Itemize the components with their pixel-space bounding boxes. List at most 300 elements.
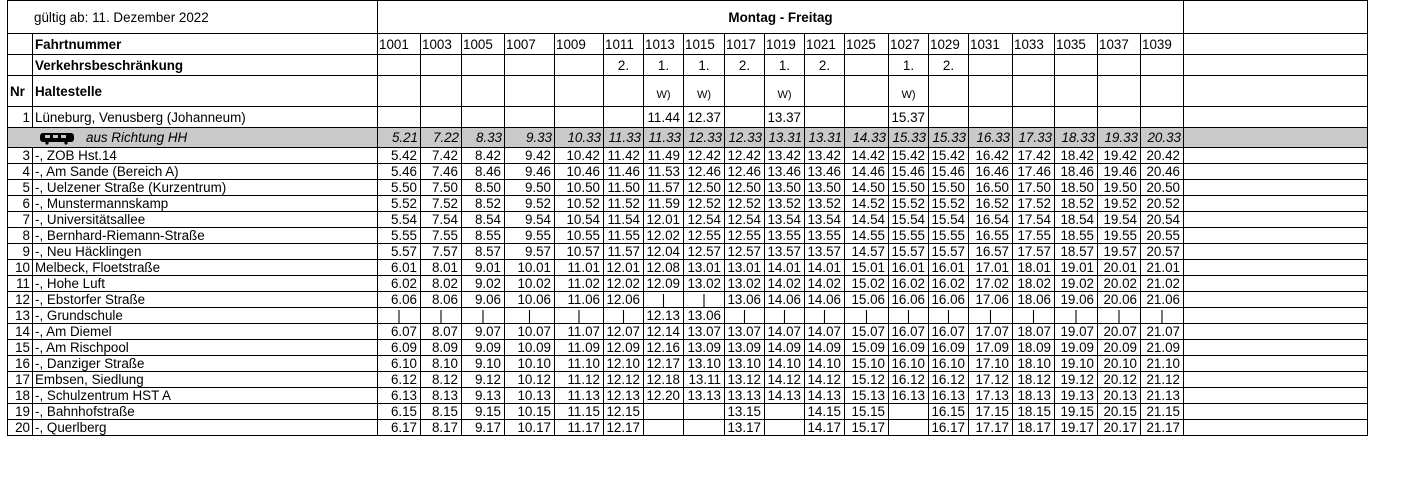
no-stop-marker: | xyxy=(889,308,929,324)
halt-note-cell xyxy=(1055,76,1098,107)
departure-time xyxy=(644,420,684,436)
spacer-cell xyxy=(1184,372,1368,388)
departure-time: 13.17 xyxy=(725,420,765,436)
validity-row xyxy=(8,1,1368,34)
departure-time: 13.46 xyxy=(805,164,845,180)
departure-time: 12.13 xyxy=(604,388,644,404)
departure-time: 15.50 xyxy=(889,180,929,196)
spacer-cell xyxy=(1184,388,1368,404)
no-stop-marker: | xyxy=(1013,308,1055,324)
departure-time: 11.42 xyxy=(604,148,644,164)
departure-time: 8.52 xyxy=(462,196,505,212)
departure-time: 18.55 xyxy=(1055,228,1098,244)
stop-header-row xyxy=(8,76,1368,107)
departure-time: 16.50 xyxy=(969,180,1013,196)
departure-time: 21.07 xyxy=(1141,324,1184,340)
spacer-cell xyxy=(1184,292,1368,308)
departure-time: 13.15 xyxy=(725,404,765,420)
departure-time: 13.52 xyxy=(765,196,805,212)
departure-time: 19.01 xyxy=(1055,260,1098,276)
departure-time: 11.09 xyxy=(555,340,604,356)
halt-note: W) xyxy=(656,88,671,101)
departure-time: 19.15 xyxy=(1055,404,1098,420)
departure-time: 8.15 xyxy=(421,404,462,420)
departure-time: 14.06 xyxy=(805,292,845,308)
no-stop-marker: | xyxy=(725,308,765,324)
nr-header: Nr xyxy=(8,76,33,107)
trip-number: 1033 xyxy=(1013,34,1055,55)
departure-time: 8.46 xyxy=(462,164,505,180)
spacer-cell xyxy=(1184,1,1368,34)
departure-time: 15.55 xyxy=(929,228,969,244)
departure-time: 14.09 xyxy=(765,340,805,356)
departure-time: 12.12 xyxy=(604,372,644,388)
departure-time: 12.06 xyxy=(604,292,644,308)
departure-time: 7.50 xyxy=(421,180,462,196)
departure-time: 12.18 xyxy=(644,372,684,388)
departure-time: 18.06 xyxy=(1013,292,1055,308)
departure-time: 13.46 xyxy=(765,164,805,180)
departure-time: 15.57 xyxy=(889,244,929,260)
departure-time: 12.09 xyxy=(604,340,644,356)
stop-name: -, Uelzener Straße (Kurzentrum) xyxy=(33,180,378,196)
departure-time: 16.07 xyxy=(929,324,969,340)
departure-time: 6.13 xyxy=(378,388,421,404)
departure-time: 21.01 xyxy=(1141,260,1184,276)
halt-note-cell xyxy=(725,76,765,107)
departure-time: 20.07 xyxy=(1098,324,1141,340)
stop-row xyxy=(8,388,1368,404)
no-stop-marker: | xyxy=(1141,308,1184,324)
stop-nr: 14 xyxy=(8,324,33,340)
departure-time: 9.12 xyxy=(462,372,505,388)
departure-time: 8.17 xyxy=(421,420,462,436)
departure-time: 14.12 xyxy=(765,372,805,388)
stop-name: -, Querlberg xyxy=(33,420,378,436)
departure-time: 11.06 xyxy=(555,292,604,308)
origin-time: 17.33 xyxy=(1013,128,1055,148)
departure-time: 15.15 xyxy=(845,404,889,420)
departure-time: 12.02 xyxy=(604,276,644,292)
departure-time: 14.01 xyxy=(805,260,845,276)
trip-number: 1037 xyxy=(1098,34,1141,55)
trip-number: 1021 xyxy=(805,34,845,55)
trip-number: 1029 xyxy=(929,34,969,55)
departure-time xyxy=(889,404,929,420)
halt-note-cell xyxy=(684,76,725,107)
departure-time: 17.10 xyxy=(969,356,1013,372)
spacer-cell xyxy=(1184,34,1368,55)
departure-time: 12.37 xyxy=(684,107,725,128)
departure-time: 7.54 xyxy=(421,212,462,228)
departure-time: 10.01 xyxy=(505,260,555,276)
departure-time: 13.57 xyxy=(805,244,845,260)
departure-time: 18.12 xyxy=(1013,372,1055,388)
departure-time: 9.50 xyxy=(505,180,555,196)
departure-time: 15.37 xyxy=(889,107,929,128)
departure-time: 12.42 xyxy=(684,148,725,164)
stop-name: -, Am Diemel xyxy=(33,324,378,340)
departure-time: 17.02 xyxy=(969,276,1013,292)
departure-time: 13.55 xyxy=(765,228,805,244)
stop-name: -, Grundschule xyxy=(33,308,378,324)
no-stop-marker: | xyxy=(505,308,555,324)
origin-time: 15.33 xyxy=(889,128,929,148)
restriction-cell xyxy=(1013,55,1055,76)
departure-time: 17.17 xyxy=(969,420,1013,436)
departure-time: 15.54 xyxy=(889,212,929,228)
departure-time xyxy=(421,107,462,128)
no-stop-marker: | xyxy=(765,308,805,324)
no-stop-marker: | xyxy=(1055,308,1098,324)
departure-time xyxy=(929,107,969,128)
departure-time: 17.54 xyxy=(1013,212,1055,228)
trip-number: 1019 xyxy=(765,34,805,55)
departure-time: 14.17 xyxy=(805,420,845,436)
no-stop-marker: | xyxy=(929,308,969,324)
departure-time: 12.01 xyxy=(644,212,684,228)
departure-time: 18.02 xyxy=(1013,276,1055,292)
departure-time: 17.06 xyxy=(969,292,1013,308)
no-stop-marker: | xyxy=(421,308,462,324)
origin-time: 20.33 xyxy=(1141,128,1184,148)
stop-row xyxy=(8,340,1368,356)
restriction-cell xyxy=(1055,55,1098,76)
departure-time: 8.06 xyxy=(421,292,462,308)
stop-row xyxy=(8,148,1368,164)
departure-time: 14.02 xyxy=(805,276,845,292)
departure-time: 17.57 xyxy=(1013,244,1055,260)
departure-time xyxy=(462,107,505,128)
departure-time: 20.12 xyxy=(1098,372,1141,388)
trip-number: 1001 xyxy=(378,34,421,55)
spacer-cell xyxy=(1184,276,1368,292)
stop-name: -, Am Sande (Bereich A) xyxy=(33,164,378,180)
departure-time: 14.09 xyxy=(805,340,845,356)
departure-time: 17.42 xyxy=(1013,148,1055,164)
departure-time: 21.10 xyxy=(1141,356,1184,372)
departure-time: 12.08 xyxy=(644,260,684,276)
no-stop-marker: | xyxy=(378,308,421,324)
halt-note-cell xyxy=(604,76,644,107)
restriction-cell: 1. xyxy=(765,55,805,76)
departure-time: 18.42 xyxy=(1055,148,1098,164)
stop-row xyxy=(8,324,1368,340)
departure-time: 11.49 xyxy=(644,148,684,164)
departure-time: 11.01 xyxy=(555,260,604,276)
departure-time: 6.15 xyxy=(378,404,421,420)
departure-time: 16.12 xyxy=(889,372,929,388)
departure-time: 9.06 xyxy=(462,292,505,308)
departure-time xyxy=(505,107,555,128)
departure-time: 10.15 xyxy=(505,404,555,420)
departure-time: 13.07 xyxy=(684,324,725,340)
departure-time: 18.09 xyxy=(1013,340,1055,356)
departure-time: 11.50 xyxy=(604,180,644,196)
departure-time xyxy=(378,107,421,128)
departure-time: 17.46 xyxy=(1013,164,1055,180)
trip-number: 1005 xyxy=(462,34,505,55)
departure-time: 13.09 xyxy=(725,340,765,356)
departure-time: 12.13 xyxy=(644,308,684,324)
departure-time: 12.46 xyxy=(684,164,725,180)
departure-time: 21.13 xyxy=(1141,388,1184,404)
departure-time: 20.50 xyxy=(1141,180,1184,196)
departure-time: 14.57 xyxy=(845,244,889,260)
departure-time: 20.55 xyxy=(1141,228,1184,244)
departure-time: 14.10 xyxy=(765,356,805,372)
departure-time: 15.50 xyxy=(929,180,969,196)
stop-name: -, Bernhard-Riemann-Straße xyxy=(33,228,378,244)
origin-time: 10.33 xyxy=(555,128,604,148)
stop-name: -, Am Rischpool xyxy=(33,340,378,356)
departure-time: 20.10 xyxy=(1098,356,1141,372)
departure-time: 8.57 xyxy=(462,244,505,260)
departure-time: 15.12 xyxy=(845,372,889,388)
departure-time: 5.46 xyxy=(378,164,421,180)
departure-time: 11.17 xyxy=(555,420,604,436)
departure-time: 18.46 xyxy=(1055,164,1098,180)
trip-number: 1007 xyxy=(505,34,555,55)
departure-time: 19.12 xyxy=(1055,372,1098,388)
departure-time: 11.52 xyxy=(604,196,644,212)
departure-time xyxy=(1055,107,1098,128)
departure-time: 13.01 xyxy=(684,260,725,276)
departure-time: 6.12 xyxy=(378,372,421,388)
departure-time: 20.52 xyxy=(1141,196,1184,212)
stop-row xyxy=(8,372,1368,388)
departure-time: 18.10 xyxy=(1013,356,1055,372)
departure-time: 10.57 xyxy=(555,244,604,260)
origin-time: 13.31 xyxy=(765,128,805,148)
departure-time: 14.02 xyxy=(765,276,805,292)
departure-time: 16.06 xyxy=(929,292,969,308)
departure-time: 14.54 xyxy=(845,212,889,228)
departure-time: 16.02 xyxy=(929,276,969,292)
departure-time: 15.09 xyxy=(845,340,889,356)
stop-row xyxy=(8,276,1368,292)
origin-time: 8.33 xyxy=(462,128,505,148)
departure-time: 10.07 xyxy=(505,324,555,340)
spacer-cell xyxy=(1184,55,1368,76)
no-stop-marker: | xyxy=(462,308,505,324)
restriction-cell xyxy=(555,55,604,76)
days-title: Montag - Freitag xyxy=(378,1,1184,34)
departure-time: 8.50 xyxy=(462,180,505,196)
halt-note-cell xyxy=(1141,76,1184,107)
departure-time: 21.12 xyxy=(1141,372,1184,388)
departure-time: 15.52 xyxy=(889,196,929,212)
departure-time: 19.07 xyxy=(1055,324,1098,340)
departure-time: 13.09 xyxy=(684,340,725,356)
train-icon xyxy=(38,131,78,145)
origin-time: 11.33 xyxy=(604,128,644,148)
trip-number-row xyxy=(8,34,1368,55)
departure-time: 11.54 xyxy=(604,212,644,228)
stop-nr: 4 xyxy=(8,164,33,180)
departure-time: 11.15 xyxy=(555,404,604,420)
departure-time: 20.13 xyxy=(1098,388,1141,404)
halt-note-cell xyxy=(1098,76,1141,107)
no-stop-marker: | xyxy=(644,292,684,308)
departure-time: 13.52 xyxy=(805,196,845,212)
departure-time: 6.06 xyxy=(378,292,421,308)
departure-time: 12.52 xyxy=(725,196,765,212)
departure-time: 5.54 xyxy=(378,212,421,228)
departure-time: 13.13 xyxy=(725,388,765,404)
departure-time: 9.10 xyxy=(462,356,505,372)
stop-row xyxy=(8,212,1368,228)
departure-time: 10.52 xyxy=(555,196,604,212)
departure-time: 19.52 xyxy=(1098,196,1141,212)
halt-note-cell xyxy=(765,76,805,107)
departure-time: 18.50 xyxy=(1055,180,1098,196)
departure-time: 13.06 xyxy=(684,308,725,324)
departure-time: 9.54 xyxy=(505,212,555,228)
departure-time: 5.55 xyxy=(378,228,421,244)
departure-time: 12.04 xyxy=(644,244,684,260)
departure-time: 16.15 xyxy=(929,404,969,420)
departure-time: 12.02 xyxy=(644,228,684,244)
departure-time: 12.50 xyxy=(684,180,725,196)
departure-time: 10.50 xyxy=(555,180,604,196)
stop-row xyxy=(8,164,1368,180)
departure-time: 9.07 xyxy=(462,324,505,340)
origin-time: 16.33 xyxy=(969,128,1013,148)
departure-time: 16.46 xyxy=(969,164,1013,180)
departure-time: 21.06 xyxy=(1141,292,1184,308)
departure-time: 13.37 xyxy=(765,107,805,128)
departure-time xyxy=(1141,107,1184,128)
spacer-cell xyxy=(1184,228,1368,244)
departure-time xyxy=(805,107,845,128)
departure-time xyxy=(725,107,765,128)
departure-time: 9.17 xyxy=(462,420,505,436)
departure-time: 15.57 xyxy=(929,244,969,260)
departure-time xyxy=(765,404,805,420)
trip-number: 1011 xyxy=(604,34,644,55)
restriction-cell: 1. xyxy=(889,55,929,76)
departure-time: 18.17 xyxy=(1013,420,1055,436)
stop-name: -, Hohe Luft xyxy=(33,276,378,292)
departure-time: 13.07 xyxy=(725,324,765,340)
departure-time: 12.20 xyxy=(644,388,684,404)
departure-time: 20.06 xyxy=(1098,292,1141,308)
spacer-cell xyxy=(1184,420,1368,436)
stop-nr: 11 xyxy=(8,276,33,292)
origin-time: 12.33 xyxy=(725,128,765,148)
departure-time: 16.57 xyxy=(969,244,1013,260)
departure-time: 16.01 xyxy=(929,260,969,276)
departure-time: 16.09 xyxy=(889,340,929,356)
stop-name: -, Danziger Straße xyxy=(33,356,378,372)
nr-header-blank xyxy=(8,55,33,76)
restriction-row xyxy=(8,55,1368,76)
stop-nr: 20 xyxy=(8,420,33,436)
departure-time: 10.54 xyxy=(555,212,604,228)
stop-nr: 13 xyxy=(8,308,33,324)
no-stop-marker: | xyxy=(805,308,845,324)
departure-time: 15.01 xyxy=(845,260,889,276)
departure-time: 5.50 xyxy=(378,180,421,196)
departure-time: 21.17 xyxy=(1141,420,1184,436)
departure-time: 10.13 xyxy=(505,388,555,404)
departure-time: 11.02 xyxy=(555,276,604,292)
departure-time: 17.15 xyxy=(969,404,1013,420)
departure-time: 12.14 xyxy=(644,324,684,340)
stop-name: Lüneburg, Venusberg (Johanneum) xyxy=(33,107,378,128)
halt-note-cell xyxy=(462,76,505,107)
departure-time: 10.55 xyxy=(555,228,604,244)
departure-time: 13.42 xyxy=(765,148,805,164)
halt-note-cell xyxy=(969,76,1013,107)
departure-time: 10.46 xyxy=(555,164,604,180)
departure-time: 11.44 xyxy=(644,107,684,128)
departure-time: 16.09 xyxy=(929,340,969,356)
departure-time xyxy=(684,420,725,436)
departure-time: 14.46 xyxy=(845,164,889,180)
trip-number: 1039 xyxy=(1141,34,1184,55)
stop-nr: 18 xyxy=(8,388,33,404)
trip-number: 1009 xyxy=(555,34,604,55)
stop-nr: 6 xyxy=(8,196,33,212)
stop-row xyxy=(8,107,1368,128)
departure-time: 12.10 xyxy=(604,356,644,372)
departure-time: 19.54 xyxy=(1098,212,1141,228)
no-stop-marker: | xyxy=(845,308,889,324)
departure-time: 18.07 xyxy=(1013,324,1055,340)
departure-time: 15.42 xyxy=(929,148,969,164)
departure-time: 14.12 xyxy=(805,372,845,388)
restriction-cell xyxy=(1141,55,1184,76)
trip-number-label: Fahrtnummer xyxy=(33,34,378,55)
departure-time: 12.09 xyxy=(644,276,684,292)
halt-note-cell xyxy=(929,76,969,107)
departure-time xyxy=(555,107,604,128)
departure-time: 12.54 xyxy=(684,212,725,228)
spacer-cell xyxy=(1184,356,1368,372)
departure-time: 13.55 xyxy=(805,228,845,244)
departure-time: 13.12 xyxy=(725,372,765,388)
spacer-cell xyxy=(1184,148,1368,164)
stop-row xyxy=(8,292,1368,308)
departure-time: 10.09 xyxy=(505,340,555,356)
origin-time: 14.33 xyxy=(845,128,889,148)
departure-time: 11.57 xyxy=(644,180,684,196)
departure-time: 20.01 xyxy=(1098,260,1141,276)
origin-time: 9.33 xyxy=(505,128,555,148)
origin-label-cell xyxy=(8,128,378,148)
departure-time: 15.46 xyxy=(929,164,969,180)
departure-time: 20.57 xyxy=(1141,244,1184,260)
no-stop-marker: | xyxy=(1098,308,1141,324)
departure-time: 12.55 xyxy=(725,228,765,244)
departure-time: 15.13 xyxy=(845,388,889,404)
departure-time: 9.46 xyxy=(505,164,555,180)
departure-time: 8.10 xyxy=(421,356,462,372)
departure-time: 16.02 xyxy=(889,276,929,292)
departure-time: 9.55 xyxy=(505,228,555,244)
stop-nr: 17 xyxy=(8,372,33,388)
departure-time: 12.57 xyxy=(684,244,725,260)
departure-time: 17.12 xyxy=(969,372,1013,388)
origin-time: 15.33 xyxy=(929,128,969,148)
departure-time: 8.09 xyxy=(421,340,462,356)
departure-time: 11.07 xyxy=(555,324,604,340)
stop-nr: 15 xyxy=(8,340,33,356)
departure-time: 13.57 xyxy=(765,244,805,260)
departure-time: 13.50 xyxy=(765,180,805,196)
